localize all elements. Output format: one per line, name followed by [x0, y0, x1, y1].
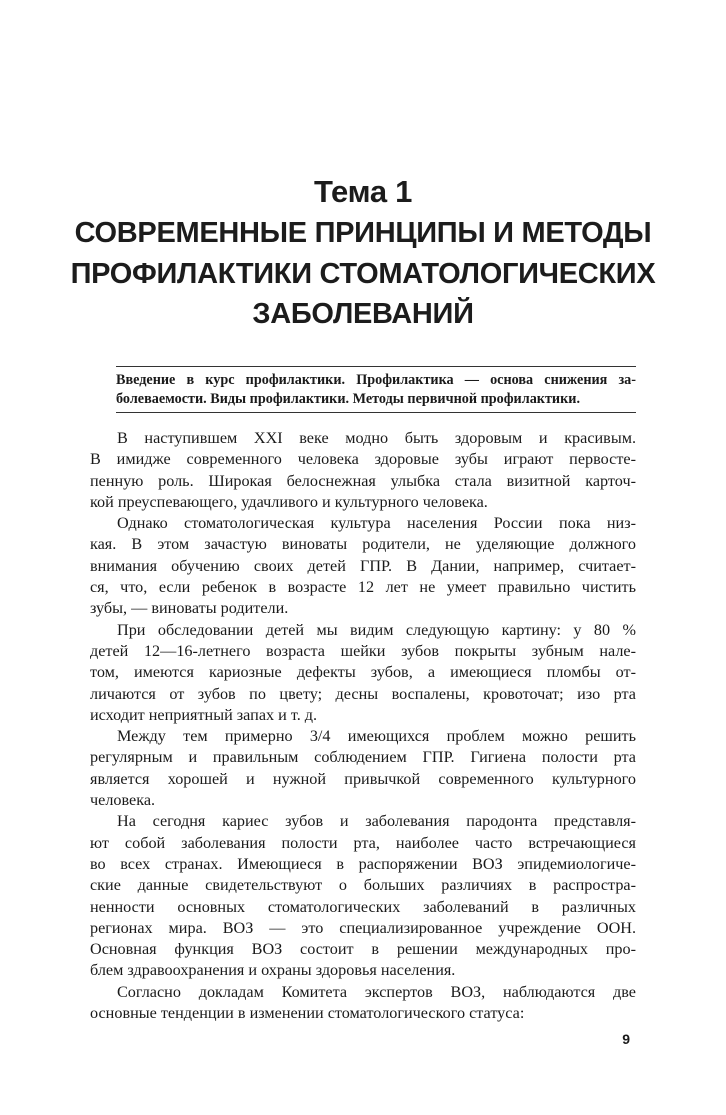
body-text	[90, 428, 636, 1024]
chapter-title-line: ЗАБОЛЕВАНИЙ	[252, 298, 474, 330]
text-line: ненности основных стоматологических заболеваний в различных	[90, 897, 636, 916]
text-line: Основная функция ВОЗ состоит в решении международных про-	[90, 940, 636, 959]
paragraph	[90, 620, 636, 726]
text-line: пенную роль. Широкая белоснежная улыбка стала визитной карточ-	[90, 471, 636, 490]
paragraph	[90, 982, 636, 1025]
chapter-title-line: ПРОФИЛАКТИКИ СТОМАТОЛОГИЧЕСКИХ	[70, 258, 656, 290]
text-line: На сегодня кариес зубов и заболевания пародонта представля-	[117, 812, 636, 831]
text-line: ся, что, если ребенок в возрасте 12 лет не умеет правильно чистить	[90, 578, 636, 597]
text-line: том, имеются кариозные дефекты зубов, а имеющиеся пломбы от-	[90, 663, 636, 682]
text-line: ские данные свидетельствуют о больших различиях в распростра-	[90, 876, 636, 895]
text-line: является хорошей и нужной привычкой современного культурного	[90, 769, 636, 788]
text-line: Между тем примерно 3/4 имеющихся проблем можно решить	[117, 727, 636, 746]
text-line: Согласно докладам Комитета экспертов ВОЗ, наблюдаются две	[117, 982, 636, 1001]
summary-line: болеваемости. Виды профилактики. Методы первичной профилактики.	[116, 391, 581, 407]
text-line: личаются от зубов по цвету; десны воспалены, кровоточат; изо рта	[90, 684, 636, 703]
text-line: кой преуспевающего, удачливого и культурного человека.	[90, 492, 488, 511]
text-line: кая. В этом зачастую виноваты родители, не уделяющие должного	[90, 535, 636, 554]
page-number: 9	[622, 1031, 630, 1047]
text-line: детей 12—16-летнего возраста шейки зубов покрыты зубным нале-	[90, 641, 636, 660]
chapter-title-line: СОВРЕМЕННЫЕ ПРИНЦИПЫ И МЕТОДЫ	[74, 217, 652, 249]
text-line: При обследовании детей мы видим следующую картину: у 80 %	[117, 620, 636, 639]
paragraph	[90, 726, 636, 811]
text-line: зубы, — виноваты родители.	[90, 599, 289, 618]
text-line: В наступившем XXI веке модно быть здоровым и красивым.	[117, 429, 636, 447]
text-line: ют собой заболевания полости рта, наиболее часто встречающиеся	[90, 833, 636, 852]
text-line: В имидже современного человека здоровые зубы играют первосте-	[90, 450, 636, 469]
text-line: во всех странах. Имеющиеся в распоряжении ВОЗ эпидемиологиче-	[90, 854, 636, 873]
summary-top-divider	[116, 366, 636, 367]
text-line: основные тенденции в изменении стоматологического статуса:	[90, 1004, 525, 1023]
theme-label: Тема 1	[313, 174, 413, 209]
text-line: регулярным и правильным соблюдением ГПР. Гигиена полости рта	[90, 748, 636, 767]
summary-line: Введение в курс профилактики. Профилактика — основа снижения за-	[116, 372, 636, 388]
text-line: регионах мира. ВОЗ — это специализированное учреждение ООН.	[90, 918, 636, 937]
text-line: внимания обучению своих детей ГПР. В Дании, например, считает-	[90, 556, 636, 575]
summary-bottom-divider	[116, 412, 636, 413]
text-line: Однако стоматологическая культура населения России пока низ-	[117, 514, 636, 533]
text-line: блем здравоохранения и охраны здоровья населения.	[90, 961, 456, 980]
text-line: человека.	[90, 791, 156, 810]
chapter-summary	[116, 371, 636, 409]
paragraph	[90, 811, 636, 981]
paragraph	[90, 428, 636, 513]
paragraph	[90, 513, 636, 619]
text-line: исходит неприятный запах и т. д.	[90, 705, 318, 724]
